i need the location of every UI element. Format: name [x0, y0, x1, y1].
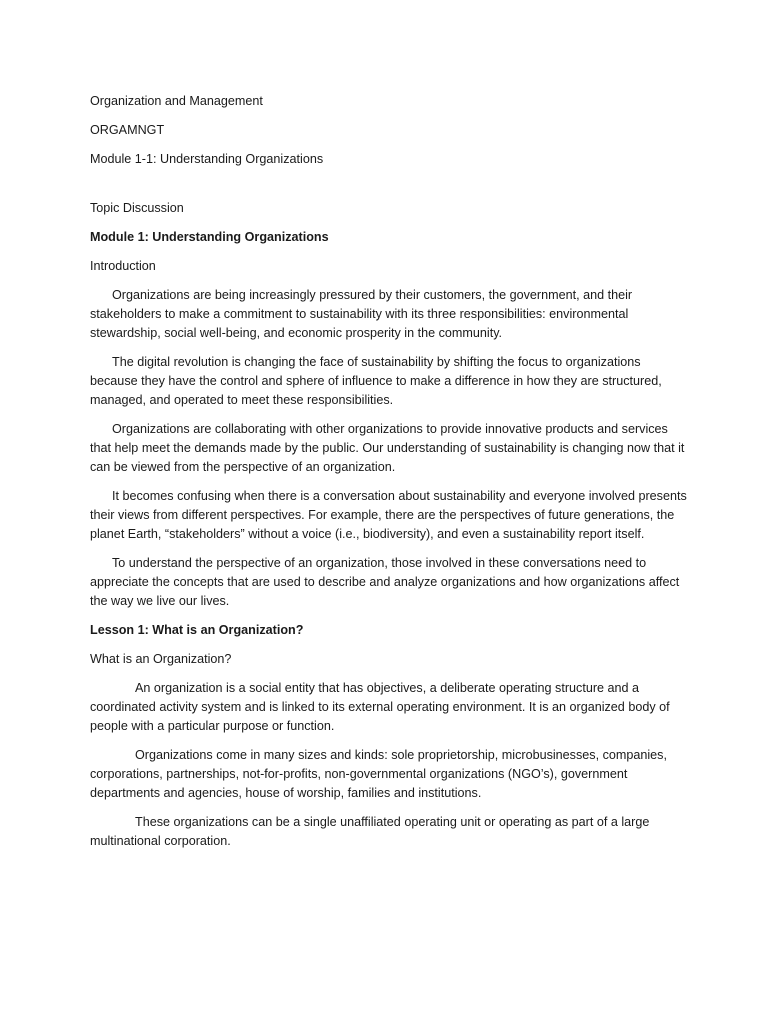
module-heading: Module 1: Understanding Organizations — [90, 230, 329, 244]
lesson-paragraph: Organizations come in many sizes and kinds: sole proprietorship, microbusinesses, companies, corporations, partnerships, not-for-profits, non-governmental organizations (NGO’s), government departments and agencies, house of worship, families and institutions. — [90, 748, 667, 800]
course-title: Organization and Management — [90, 94, 263, 108]
intro-paragraph: To understand the perspective of an organization, those involved in these conversations need to appreciate the concepts that are used to describe and analyze organizations and how organizations affect the way we live our lives. — [90, 556, 680, 608]
intro-paragraph: Organizations are being increasingly pressured by their customers, the government, and their stakeholders to make a commitment to sustainability with its three responsibilities: environmental stewardship, social well-being, and economic prosperity in the community. — [90, 288, 633, 340]
lesson-subheading: What is an Organization? — [90, 652, 232, 666]
lesson-paragraph: An organization is a social entity that has objectives, a deliberate operating structure and a coordinated activity system and is linked to its external operating environment. It is an organized body of people with a particular purpose or function. — [90, 681, 670, 733]
topic-label: Topic Discussion — [90, 201, 184, 215]
intro-paragraph: It becomes confusing when there is a conversation about sustainability and everyone involved presents their views from different perspectives. For example, there are the perspectives of future generations, the planet Earth, “stakeholders” without a voice (i.e., biodiversity), and even a sustainability report itself. — [90, 489, 687, 541]
lesson-paragraph: These organizations can be a single unaffiliated operating unit or operating as part of a large multinational corporation. — [90, 815, 650, 848]
module-label: Module 1-1: Understanding Organizations — [90, 152, 324, 166]
intro-heading: Introduction — [90, 259, 156, 273]
intro-paragraph: Organizations are collaborating with other organizations to provide innovative products and services that help meet the demands made by the public. Our understanding of sustainability is changing now that it can be viewed from the perspective of an organization. — [90, 422, 685, 474]
course-code: ORGAMNGT — [90, 123, 165, 137]
lesson-heading: Lesson 1: What is an Organization? — [90, 623, 304, 637]
intro-paragraph: The digital revolution is changing the face of sustainability by shifting the focus to organizations because they have the control and sphere of influence to make a difference in how they are structured, managed, and operated to meet these responsibilities. — [90, 355, 662, 407]
document-body — [90, 92, 688, 861]
spacer — [90, 179, 688, 199]
